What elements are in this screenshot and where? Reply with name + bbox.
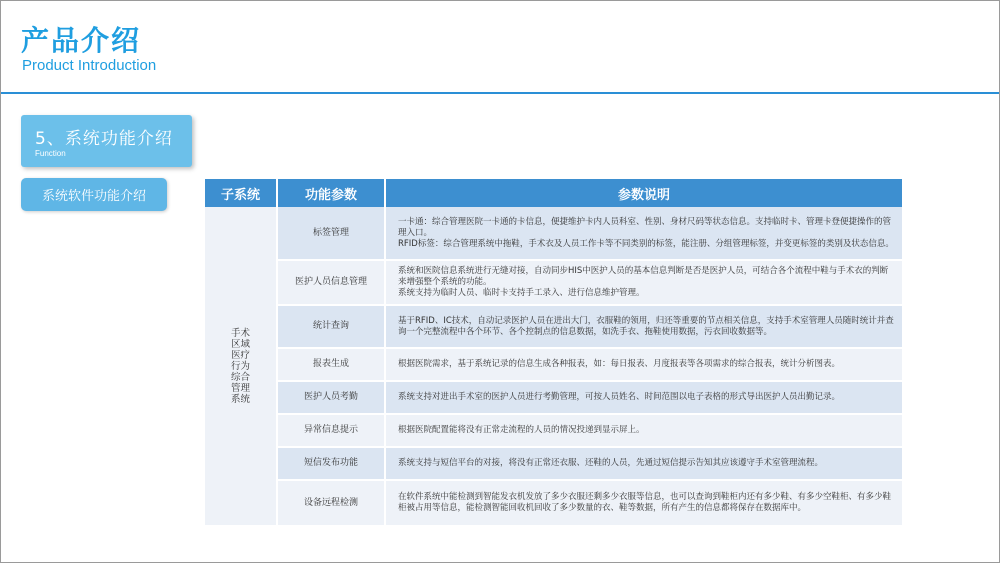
section-title: 5、系统功能介绍: [35, 129, 173, 149]
function-cell: 异常信息提示: [277, 414, 385, 447]
column-header-subsystem: 子系统: [205, 179, 277, 207]
function-cell: 设备远程检测: [277, 480, 385, 526]
function-cell: 医护人员考勤: [277, 381, 385, 414]
description-line: 一卡通：综合管理医院一卡通的卡信息，便捷维护卡内人员科室、性别、身材尺码等状态信息。支持临时卡、管理卡登便捷操作的管理入口。: [398, 216, 892, 238]
table-row: [205, 207, 902, 260]
description-line: 系统支持为临时人员、临时卡支持手工录入、进行信息维护管理。: [398, 288, 645, 298]
table-row: [205, 447, 902, 480]
table-row: [205, 414, 902, 447]
description-line: 系统支持与短信平台的对接，将没有正常还衣服、还鞋的人员，先通过短信提示告知其应该遵守手术室管理流程。: [398, 458, 824, 468]
description-cell: [385, 480, 902, 526]
page-title: 产品介绍: [21, 24, 142, 57]
table-row: [205, 381, 902, 414]
table-row: [205, 480, 902, 526]
function-cell: 报表生成: [277, 348, 385, 381]
subsystem-cell: [205, 207, 277, 526]
description-line: 根据医院配置能将没有正常走流程的人员的情况投递到显示屏上。: [398, 425, 645, 435]
description-cell: [385, 348, 902, 381]
table-row: [205, 348, 902, 381]
description-cell: [385, 207, 902, 260]
description-cell: [385, 305, 902, 348]
subsystem-name: 手术区域医疗行为综合管理系统: [231, 327, 251, 405]
section-header: [21, 115, 192, 167]
header-divider: [1, 92, 999, 94]
function-cell: 标签管理: [277, 207, 385, 260]
table-row: [205, 305, 902, 348]
system-software-function-button[interactable]: 系统软件功能介绍: [21, 178, 167, 211]
description-cell: [385, 260, 902, 305]
function-table: [205, 179, 902, 527]
page-subtitle: Product Introduction: [22, 57, 157, 74]
description-cell: [385, 381, 902, 414]
function-cell: 短信发布功能: [277, 447, 385, 480]
column-header-description: 参数说明: [385, 179, 902, 207]
column-header-function: 功能参数: [277, 179, 385, 207]
table-row: [205, 260, 902, 305]
description-line: 系统支持对进出手术室的医护人员进行考勤管理，可按人员姓名、时间范围以电子表格的形式导出医护人员出勤记录。: [398, 392, 841, 402]
description-line: 系统和医院信息系统进行无缝对接，自动同步HIS中医护人员的基本信息判断是否是医护人员，可结合各个流程中鞋与手术衣的判断来增强整个系统的功能。: [398, 266, 889, 287]
function-cell: 医护人员信息管理: [277, 260, 385, 305]
table-header-row: [205, 179, 902, 207]
description-line: 根据医院需求，基于系统记录的信息生成各种报表，如：每日报表、月度报表等各项需求的综合报表，统计分析图表。: [398, 359, 841, 369]
function-cell: 统计查询: [277, 305, 385, 348]
description-line: RFID标签：综合管理系统中拖鞋，手术衣及人员工作卡等不同类别的标签，能注册、分组管理标签，并变更标签的类别及状态信息。: [398, 238, 894, 249]
section-subtitle: Function: [35, 149, 66, 158]
description-cell: [385, 414, 902, 447]
description-cell: [385, 447, 902, 480]
description-line: 基于RFID、IC技术，自动记录医护人员在进出大门，衣服鞋的领用，归还等重要的节点相关信息，支持手术室管理人员随时统计并查询一个完整流程中各个环节、各个控制点的信息数据，如洗手衣、拖鞋使用数据，污衣回收数据等。: [398, 315, 894, 337]
description-line: 在软件系统中能检测到智能发衣机发放了多少衣服还剩多少衣服等信息，也可以查询到鞋柜内还有多少鞋、有多少空鞋柜、有多少鞋柜被占用等信息，能检测智能回收机回收了多少数量的衣、鞋等数据，所有产生的信息都将保存在数据库中。: [398, 492, 892, 513]
